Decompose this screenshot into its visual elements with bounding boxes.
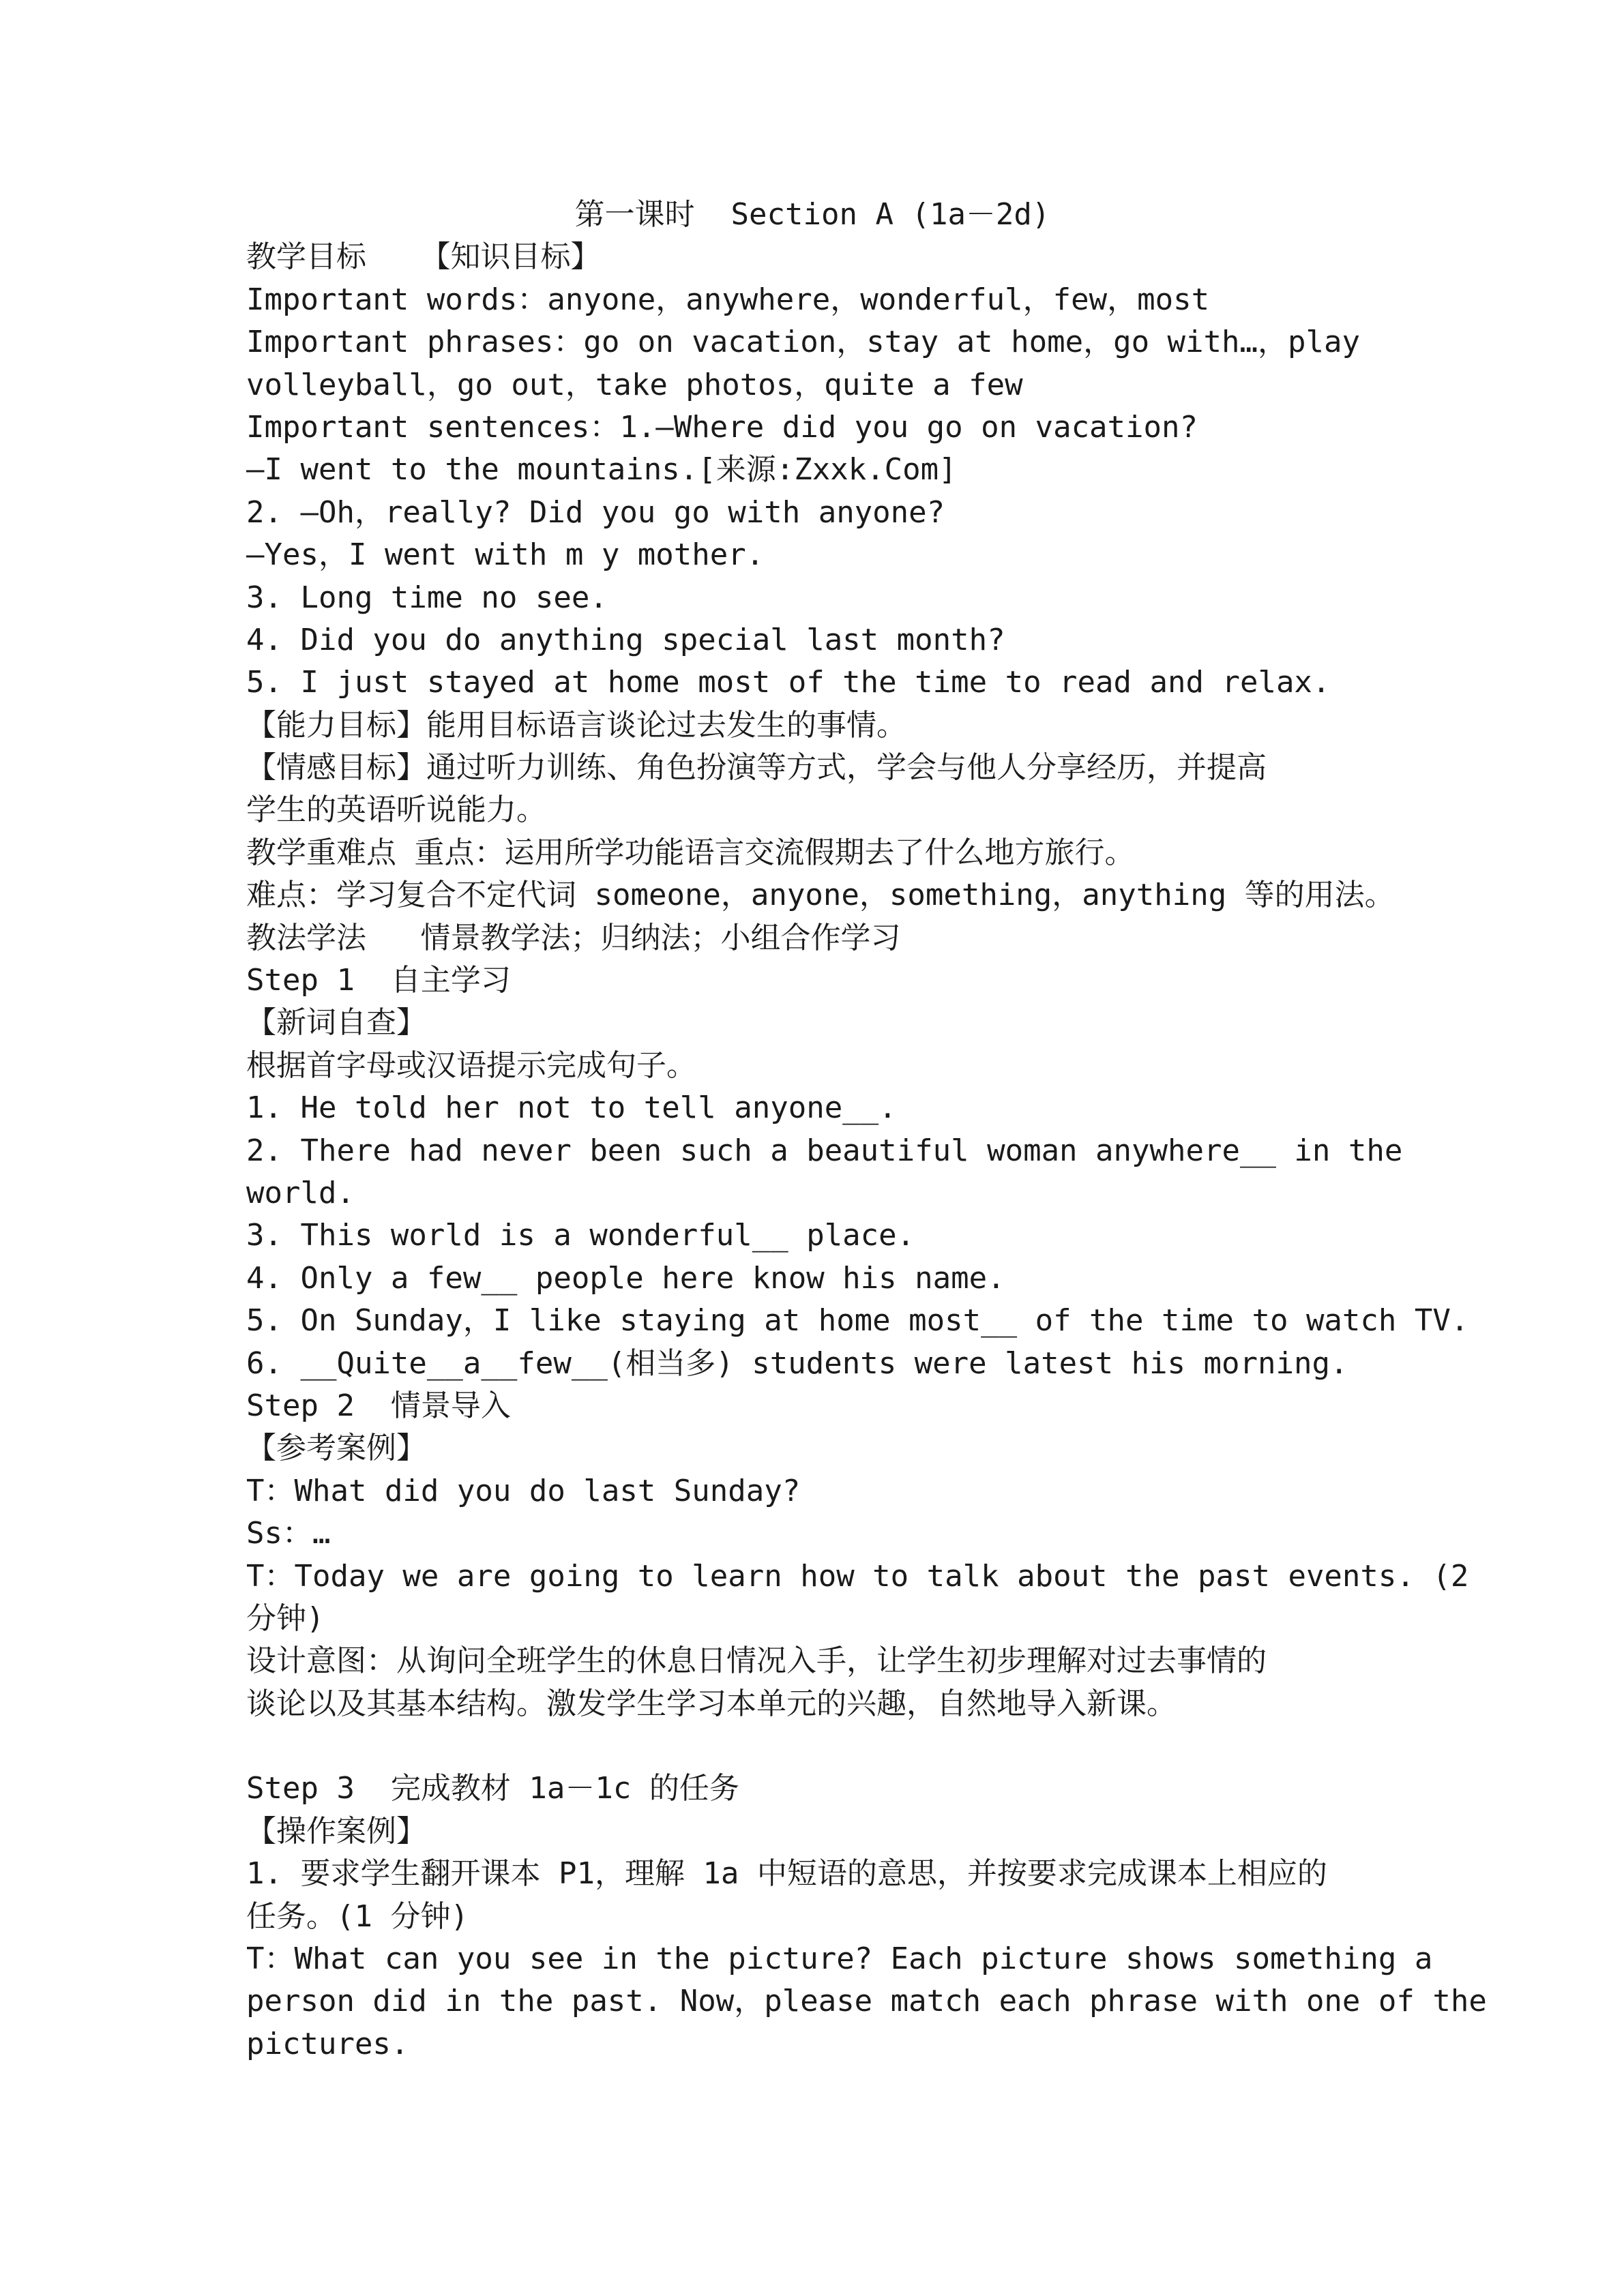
text-line: 4. Did you do anything special last month? xyxy=(246,622,1005,657)
text-line: 3. Long time no see. xyxy=(246,580,608,615)
text-line: 5. I just stayed at home most of the time to read and relax. xyxy=(246,665,1331,700)
text-line: 4. Only a few__ people here know his name. xyxy=(246,1260,1005,1296)
text-line: volleyball，go out，take photos，quite a few xyxy=(246,367,1023,402)
text-line: 任务。(1 分钟) xyxy=(246,1898,469,1934)
text-line: pictures. xyxy=(246,2026,409,2061)
document-title: 第一课时 Section A (1a－2d) xyxy=(574,197,1050,232)
text-line: T：Today we are going to learn how to talk about the past events. (2 xyxy=(246,1558,1469,1594)
text-line: —I went to the mountains.[来源:Zxxk.Com] xyxy=(246,452,957,488)
text-line: 设计意图：从询问全班学生的休息日情况入手，让学生初步理解对过去事情的 xyxy=(246,1643,1267,1679)
text-line: 根据首字母或汉语提示完成句子。 xyxy=(246,1047,696,1083)
text-line: Important sentences：1.—Where did you go on vacation? xyxy=(246,409,1198,445)
text-line: 1. He told her not to tell anyone__. xyxy=(246,1090,897,1126)
text-line: 【能力目标】能用目标语言谈论过去发生的事情。 xyxy=(246,707,906,743)
text-line: 谈论以及其基本结构。激发学生学习本单元的兴趣，自然地导入新课。 xyxy=(246,1686,1177,1721)
text-line: 5. On Sunday，I like staying at home most__ of the time to watch TV. xyxy=(246,1303,1469,1339)
text-line: Step 3 完成教材 1a－1c 的任务 xyxy=(246,1771,739,1806)
text-line: Step 1 自主学习 xyxy=(246,963,511,998)
text-line: 教法学法 情景教学法；归纳法；小组合作学习 xyxy=(246,920,901,955)
text-line: 分钟) xyxy=(246,1600,325,1636)
text-line: Important phrases：go on vacation，stay at home，go with…，play xyxy=(246,325,1360,360)
text-line: —Yes，I went with m y mother. xyxy=(246,537,765,573)
document-lines xyxy=(246,236,1487,2066)
text-line: 学生的英语听说能力。 xyxy=(246,792,546,828)
text-line: 【参考案例】 xyxy=(246,1431,426,1466)
document-body xyxy=(246,194,1487,2066)
text-line: 1. 要求学生翻开课本 P1，理解 1a 中短语的意思，并按要求完成课本上相应的 xyxy=(246,1856,1327,1892)
text-line: T：What did you do last Sunday? xyxy=(246,1473,801,1508)
text-line: 2. There had never been such a beautiful woman anywhere__ in the xyxy=(246,1133,1403,1168)
text-line: 2. —Oh，really? Did you go with anyone? xyxy=(246,494,945,530)
text-line: 3. This world is a wonderful__ place. xyxy=(246,1218,915,1253)
text-line: 【情感目标】通过听力训练、角色扮演等方式，学会与他人分享经历，并提高 xyxy=(246,750,1267,786)
text-line: 【新词自查】 xyxy=(246,1005,426,1041)
text-line: 教学目标 【知识目标】 xyxy=(246,239,601,275)
text-line: 【操作案例】 xyxy=(246,1813,426,1849)
text-line: 6. __Quite__a__few__(相当多) students were latest his morning. xyxy=(246,1345,1348,1381)
text-line: Important words：anyone，anywhere，wonderful，few，most xyxy=(246,282,1210,317)
text-line: world. xyxy=(246,1175,355,1210)
text-line: Ss：… xyxy=(246,1516,331,1551)
text-line: 教学重难点 重点：运用所学功能语言交流假期去了什么地方旅行。 xyxy=(246,835,1135,870)
text-line: Step 2 情景导入 xyxy=(246,1388,511,1423)
text-line: 难点：学习复合不定代词 someone，anyone，something，anything 等的用法。 xyxy=(246,878,1395,913)
text-line: T：What can you see in the picture? Each picture shows something a xyxy=(246,1941,1433,1977)
text-line xyxy=(246,1725,1378,1768)
text-line: person did in the past. Now，please match each phrase with one of the xyxy=(246,1984,1487,2019)
